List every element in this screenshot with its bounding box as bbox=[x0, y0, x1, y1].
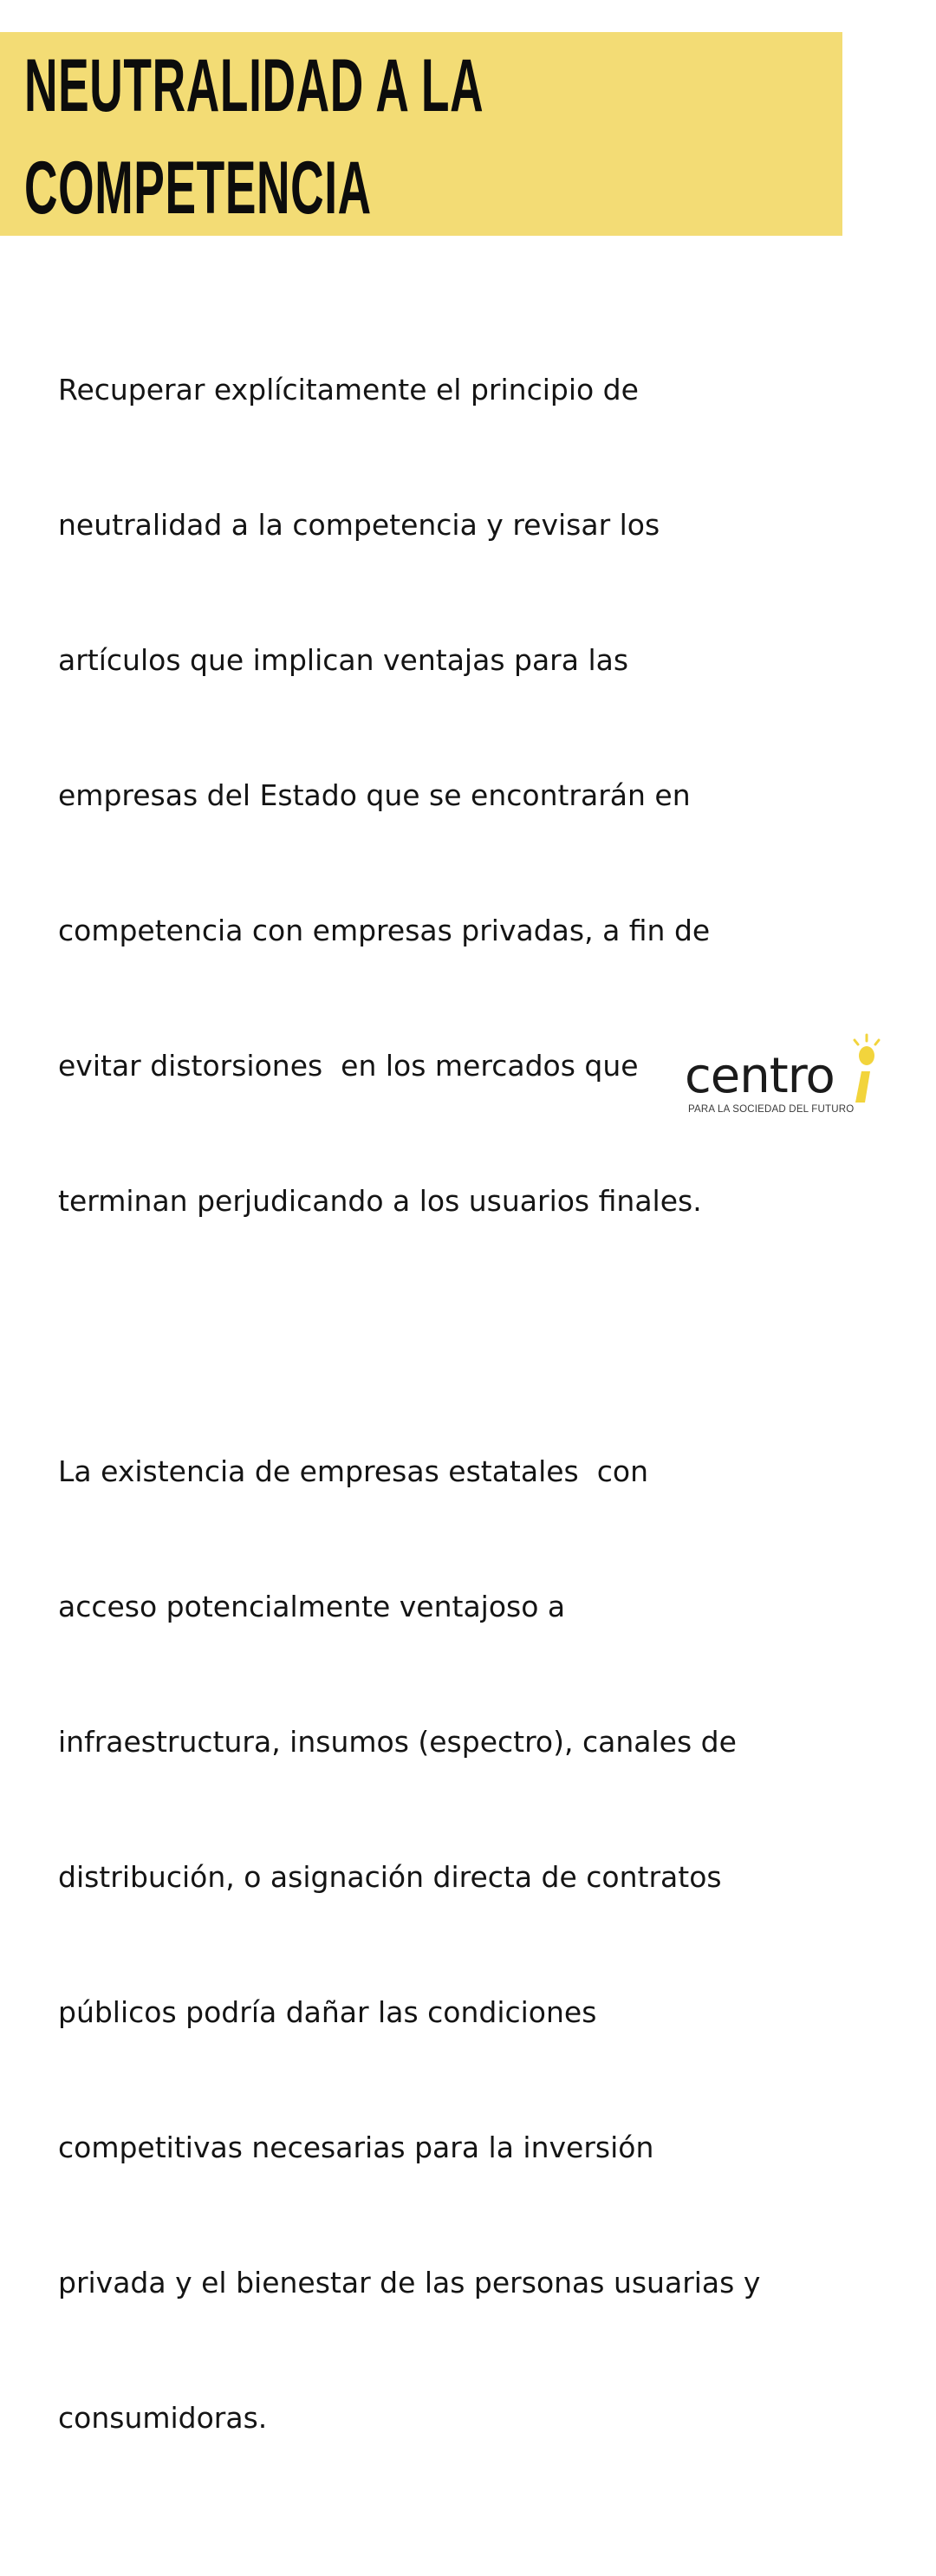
page-title-line-1: NEUTRALIDAD A LA bbox=[24, 44, 484, 127]
paragraph-2-line: públicos podría dañar las condiciones bbox=[58, 1995, 597, 2029]
paragraph-2 bbox=[58, 1359, 873, 2531]
paragraph-1-line: empresas del Estado que se encontrarán en bbox=[58, 778, 691, 812]
paragraph-1-line: neutralidad a la competencia y revisar los bbox=[58, 508, 660, 542]
paragraph-1-line: terminan perjudicando a los usuarios finales. bbox=[58, 1184, 702, 1218]
paragraph-1-line: evitar distorsiones en los mercados que bbox=[58, 1049, 639, 1083]
lightbulb-i-icon bbox=[841, 1033, 884, 1108]
paragraph-2-line: privada y el bienestar de las personas usuarias y bbox=[58, 2266, 761, 2300]
logo-tagline: PARA LA SOCIEDAD DEL FUTURO bbox=[688, 1104, 855, 1115]
paragraph-1-line: Recuperar explícitamente el principio de bbox=[58, 373, 639, 407]
paragraph-2-line: competitivas necesarias para la inversión bbox=[58, 2130, 654, 2164]
body-text bbox=[58, 277, 873, 2576]
page-title bbox=[24, 35, 484, 239]
paragraph-2-line: infraestructura, insumos (espectro), canales de bbox=[58, 1725, 737, 1759]
paragraph-1 bbox=[58, 277, 873, 1314]
paragraph-1-line: artículos que implican ventajas para las bbox=[58, 643, 629, 677]
logo-wordmark: centro bbox=[685, 1048, 835, 1104]
centro-i-logo bbox=[685, 1033, 893, 1129]
paragraph-2-line: distribución, o asignación directa de contratos bbox=[58, 1860, 722, 1894]
page-title-line-2: COMPETENCIA bbox=[24, 146, 372, 230]
paragraph-2-line: consumidoras. bbox=[58, 2401, 268, 2435]
paragraph-2-line: La existencia de empresas estatales con bbox=[58, 1454, 648, 1488]
paragraph-2-line: acceso potencialmente ventajoso a bbox=[58, 1590, 566, 1623]
paragraph-1-line: competencia con empresas privadas, a fin de bbox=[58, 914, 711, 947]
